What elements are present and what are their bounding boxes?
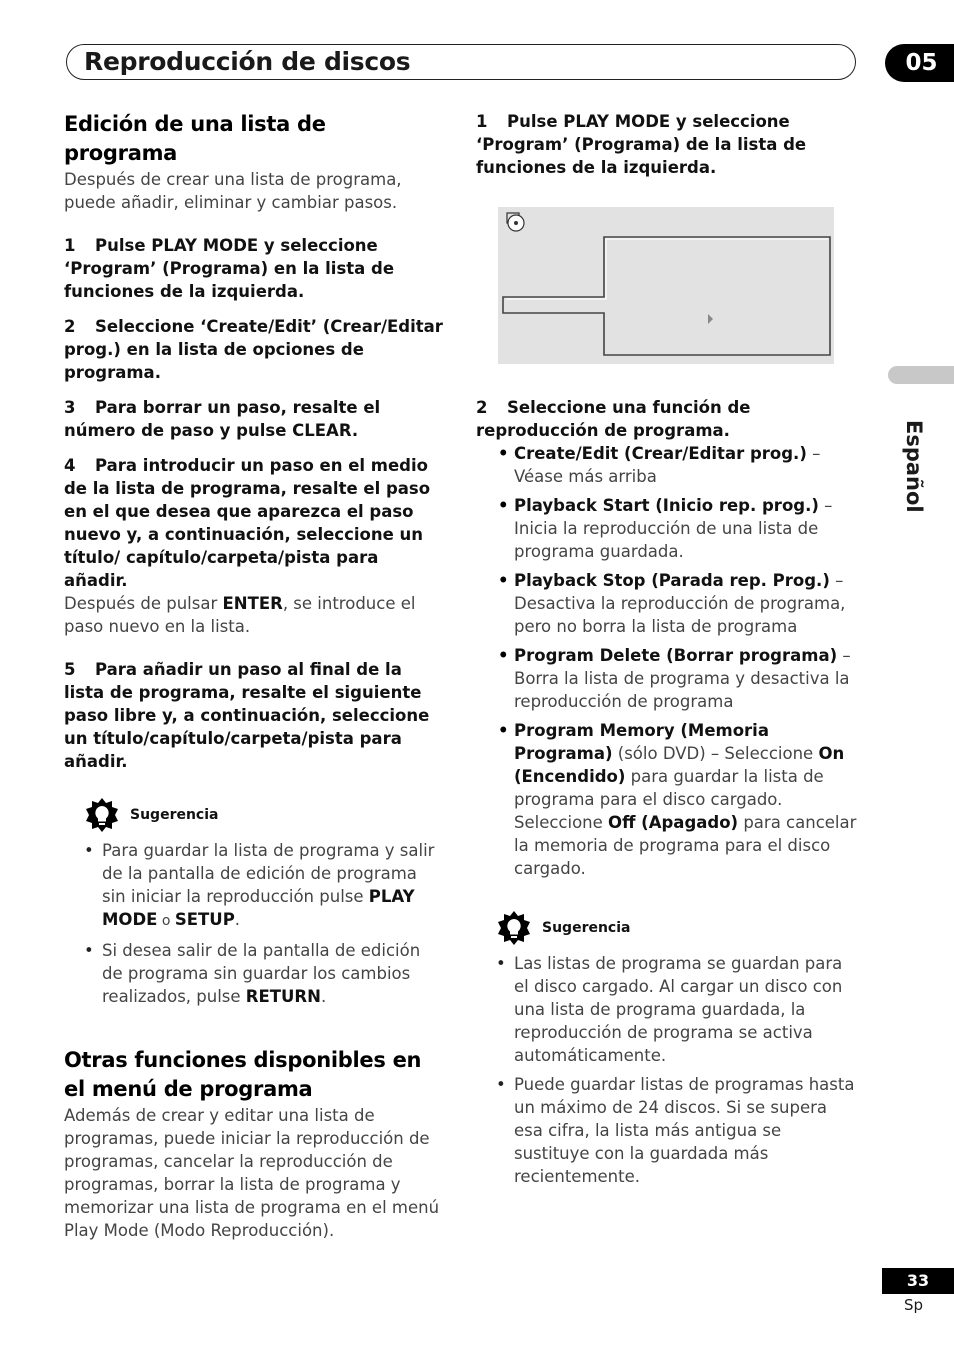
- step-item: 2 Seleccione una función de reproducción de programa.: [476, 398, 751, 440]
- screen-illustration: [498, 207, 834, 364]
- step-item: 1 Pulse PLAY MODE y seleccione ‘Program’ (Programa) en la lista de funciones de la izquierda.: [64, 236, 395, 301]
- tip-label: Sugerencia: [130, 807, 219, 823]
- tip-label: Sugerencia: [542, 920, 631, 936]
- tip-item: • Puede guardar listas de programas hasta un máximo de 24 discos. Si se supera esa cifra, la lista más antigua se sustituye con la guardada más recientemente.: [476, 1073, 858, 1188]
- right-column-lower: [476, 396, 858, 1188]
- page-number: 33: [882, 1268, 954, 1294]
- step-item: 1 Pulse PLAY MODE y seleccione ‘Program’ (Programa) de la lista de funciones de la izquierda.: [476, 112, 807, 177]
- step-item: 3 Para borrar un paso, resalte el número de paso y pulse CLEAR.: [64, 398, 381, 440]
- function-list: [476, 442, 858, 880]
- function-item: • Playback Start (Inicio rep. prog.) – Inicia la reproducción de una lista de programa guardada.: [476, 494, 858, 563]
- section-heading-edit: Edición de una lista de programa: [64, 112, 326, 165]
- tip-list: [64, 839, 444, 1008]
- right-column: [476, 110, 858, 179]
- section-heading-other: Otras funciones disponibles en el menú de programa: [64, 1048, 422, 1101]
- section-body: Además de crear y editar una lista de programas, puede iniciar la reproducción de programas, cancelar la reproducción de programas, borrar la lista de programa y memorizar una lista de programa en el menú Play Mode (Modo Reproducción).: [64, 1106, 440, 1240]
- lightbulb-icon: [496, 910, 532, 946]
- function-item: • Playback Stop (Parada rep. Prog.) – Desactiva la reproducción de programa, pero no borra la lista de programa: [476, 569, 858, 638]
- step-item: 5 Para añadir un paso al final de la lista de programa, resalte el siguiente paso libre y, a continuación, seleccione un título/capítulo/carpeta/pista para añadir.: [64, 660, 430, 771]
- arrow-right-icon: [708, 314, 713, 324]
- language-label: Español: [902, 420, 926, 513]
- chapter-badge: 05: [885, 44, 954, 82]
- language-tab: [888, 366, 954, 384]
- tip-header: [496, 910, 858, 946]
- tip-item: • Las listas de programa se guardan para el disco cargado. Al cargar un disco con una lista de programa guardada, la reproducción de programa se activa automáticamente.: [476, 952, 858, 1067]
- function-item: • Program Memory (Memoria Programa) (sólo DVD) – Seleccione On (Encendido) para guardar la lista de programa para el disco cargado. Seleccione Off (Apagado) para cancelar la memoria de programa para el disco cargado.: [476, 719, 858, 880]
- tip-header: [84, 797, 444, 833]
- left-column: [64, 110, 444, 1242]
- step-item: 4 Para introducir un paso en el medio de la lista de programa, resalte el paso en el que desea que aparezca el paso nuevo y, a continuación, seleccione un título/ capítulo/carpeta/pista para añadir.: [64, 456, 431, 590]
- tip-list: [476, 952, 858, 1188]
- tip-item: • Para guardar la lista de programa y salir de la pantalla de edición de programa sin iniciar la reproducción pulse PLAY MODE o SETUP.: [64, 839, 444, 933]
- lightbulb-icon: [84, 797, 120, 833]
- step-note: Después de pulsar ENTER, se introduce el paso nuevo en la lista.: [64, 594, 416, 636]
- page-language-code: Sp: [904, 1296, 924, 1314]
- section-intro: Después de crear una lista de programa, puede añadir, eliminar y cambiar pasos.: [64, 170, 402, 212]
- program-menu-diagram: [498, 207, 834, 364]
- function-item: • Program Delete (Borrar programa) – Borra la lista de programa y desactiva la reproducción de programa: [476, 644, 858, 713]
- page-title: Reproducción de discos: [84, 47, 411, 76]
- disc-icon: [507, 213, 524, 231]
- tip-item: • Si desea salir de la pantalla de edición de programa sin guardar los cambios realizados, pulse RETURN.: [64, 939, 444, 1008]
- function-item: • Create/Edit (Crear/Editar prog.) – Véase más arriba: [476, 442, 858, 488]
- step-item: 2 Seleccione ‘Create/Edit’ (Crear/Editar prog.) en la lista de opciones de programa.: [64, 317, 443, 382]
